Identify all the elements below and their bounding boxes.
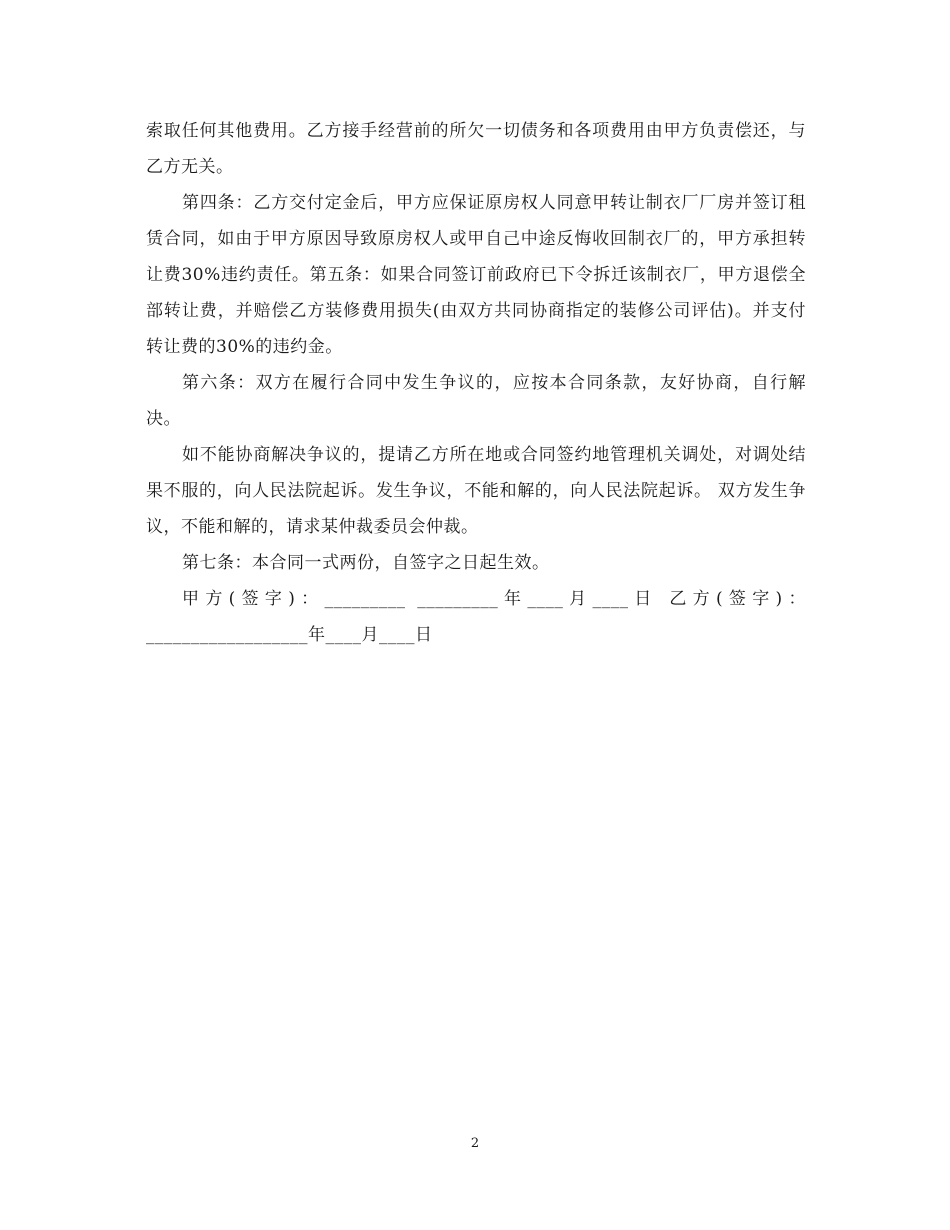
paragraph-dispute-resolution: 如不能协商解决争议的，提请乙方所在地或合同签约地管理机关调处，对调处结果不服的，向人民法院起诉。发生争议，不能和解的，向人民法院起诉。 双方发生争议，不能和解的，请求某仲裁委员会仲裁。 xyxy=(146,445,806,537)
page-number: 2 xyxy=(470,1136,480,1151)
paragraph-debts-clause: 索取任何其他费用。乙方接手经营前的所欠一切债务和各项费用由甲方负责偿还，与乙方无关。 xyxy=(146,121,806,177)
paragraph-article-six: 第六条：双方在履行合同中发生争议的，应按本合同条款，友好协商，自行解决。 xyxy=(146,373,806,429)
paragraph-article-seven: 第七条：本合同一式两份，自签字之日起生效。 xyxy=(182,553,550,573)
document-body xyxy=(146,113,806,653)
paragraph-article-four-five: 第四条：乙方交付定金后，甲方应保证原房权人同意甲转让制衣厂厂房并签订租赁合同，如由于甲方原因导致原房权人或甲自己中途反悔收回制衣厂的，甲方承担转让费30%违约责任。第五条：如果合同签订前政府已下令拆迁该制衣厂，甲方退偿全部转让费，并赔偿乙方装修费用损失(由双方共同协商指定的装修公司评估)。并支付转让费的30%的违约金。 xyxy=(146,193,806,357)
paragraph-signature-lines: 甲方(签字)：_________ _________年____月____日 乙方(签字)：__________________年____月____日 xyxy=(146,589,806,645)
